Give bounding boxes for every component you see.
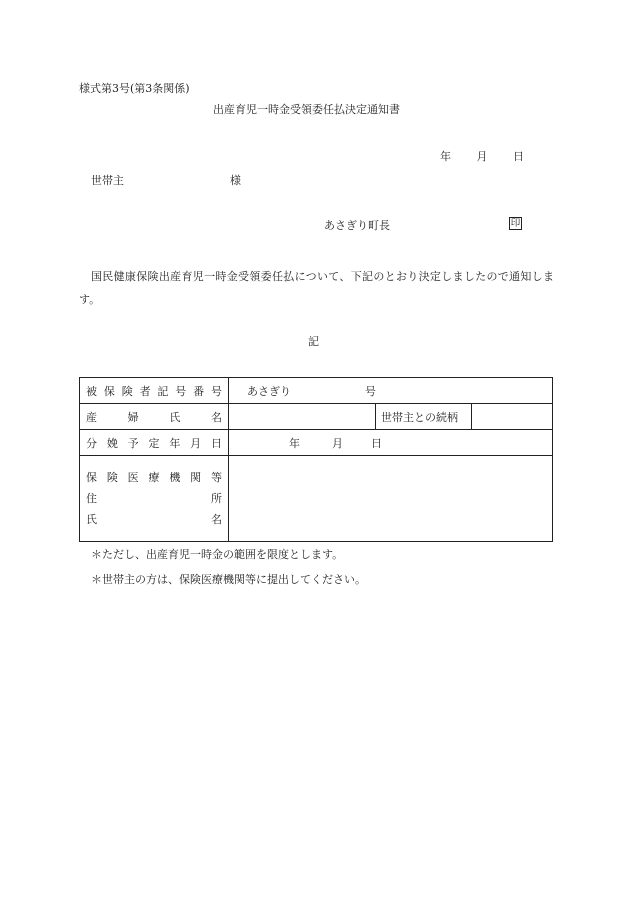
due-date-value — [229, 430, 553, 456]
body-text: 国民健康保険出産育児一時金受領委任払について、下記のとおり決定しましたので通知します。 — [79, 270, 554, 306]
day-label: 日 — [513, 150, 524, 163]
due-date-label: 分娩予定年月日 — [80, 430, 229, 456]
info-table — [79, 377, 553, 542]
table-row — [80, 404, 553, 430]
mother-name-label: 産婦氏名 — [80, 404, 229, 430]
insured-number-label: 被保険者記号番号 — [80, 378, 229, 404]
note-1: ＊ただし、出産育児一時金の範囲を限度とします。 — [91, 548, 344, 561]
due-month-label: 月 — [332, 436, 343, 450]
addressee-label: 世帯主 — [91, 174, 124, 187]
seal-mark: 印 — [510, 217, 521, 229]
form-number: 様式第3号(第3条関係) — [79, 82, 190, 95]
issue-date — [440, 151, 524, 162]
relation-value — [472, 404, 553, 430]
month-label: 月 — [476, 150, 488, 163]
addressee — [91, 174, 241, 187]
facility-label-line3: 氏名 — [86, 513, 222, 526]
addressee-honorific: 様 — [230, 174, 241, 187]
year-label: 年 — [440, 150, 451, 163]
facility-label-line2: 住所 — [86, 492, 222, 505]
insured-number-value — [229, 378, 553, 404]
table-row — [80, 378, 553, 404]
due-day-label: 日 — [371, 436, 382, 450]
relation-label: 世帯主との続柄 — [376, 404, 472, 430]
table-row — [80, 456, 553, 542]
facility-label — [80, 456, 229, 542]
facility-value — [229, 456, 553, 542]
issuer-name: あさぎり町長 — [324, 219, 390, 232]
insured-number-prefix: あさぎり — [247, 384, 291, 398]
insured-number-suffix: 号 — [365, 384, 376, 398]
mother-name-value — [229, 404, 376, 430]
table-row — [80, 430, 553, 456]
facility-label-line1: 保険医療機関等 — [86, 471, 222, 484]
document-title: 出産育児一時金受領委任払決定通知書 — [213, 103, 400, 116]
due-year-label: 年 — [289, 436, 300, 450]
note-2: ＊世帯主の方は、保険医療機関等に提出してください。 — [91, 573, 366, 586]
ki-heading: 記 — [308, 335, 319, 348]
